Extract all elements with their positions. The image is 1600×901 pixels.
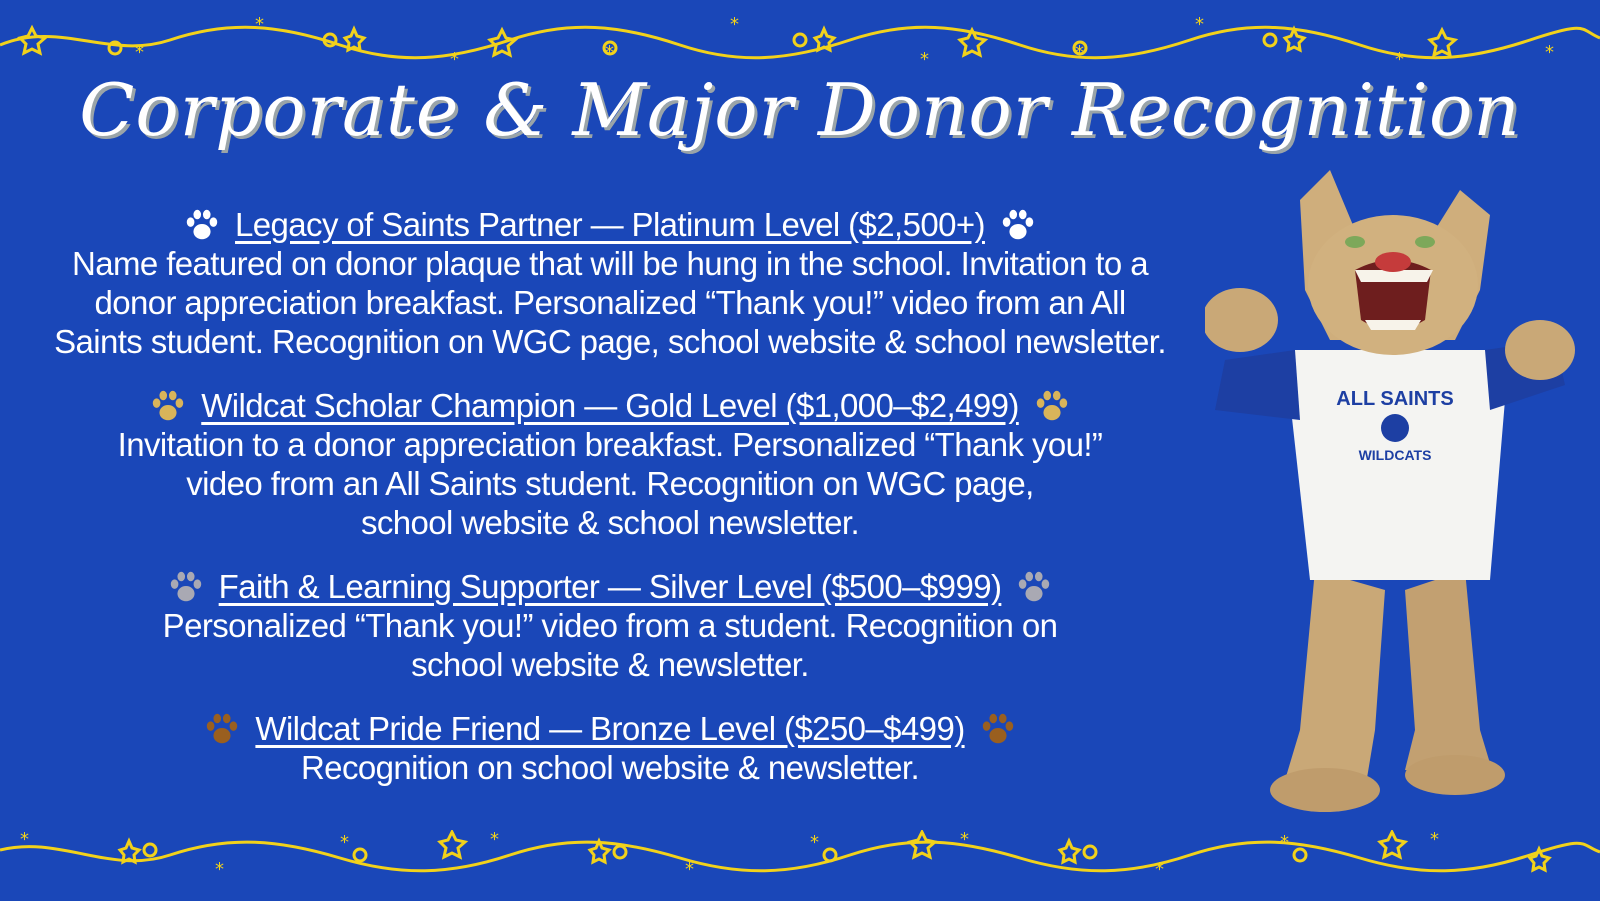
level-description: school website & newsletter.: [411, 646, 809, 683]
mascot-shirt-subtext: WILDCATS: [1358, 447, 1432, 463]
level-silver: [10, 567, 1210, 684]
level-platinum: [10, 205, 1210, 361]
svg-text:*: *: [1280, 832, 1289, 853]
level-title: Legacy of Saints Partner — Platinum Level ($2,500+): [235, 206, 985, 243]
level-description: school website & school newsletter.: [360, 504, 860, 541]
level-description: Recognition on school website & newsletter.: [300, 749, 920, 786]
platinum-paw-icon: [183, 206, 221, 244]
level-gold: [10, 386, 1210, 542]
silver-paw-icon: [167, 568, 205, 606]
level-description: Name featured on donor plaque that will be hung in the school. Invitation to a: [72, 245, 1148, 282]
gold-paw-icon: [149, 387, 187, 425]
level-description: Personalized “Thank you!” video from a student. Recognition on: [162, 607, 1058, 644]
silver-paw-icon: [1015, 568, 1053, 606]
svg-text:*: *: [1075, 42, 1084, 63]
donor-levels: [10, 205, 1210, 812]
svg-text:*: *: [215, 859, 224, 880]
svg-text:*: *: [20, 830, 29, 850]
gold-paw-icon: [1033, 387, 1071, 425]
level-description: Saints student. Recognition on WGC page, school website & school newsletter.: [54, 323, 1166, 360]
svg-text:*: *: [1430, 830, 1439, 850]
svg-text:*: *: [450, 49, 459, 70]
bronze-paw-icon: [203, 710, 241, 748]
svg-text:*: *: [1195, 14, 1204, 35]
svg-text:*: *: [960, 830, 969, 850]
bottom-star-border: [0, 830, 1600, 900]
svg-text:*: *: [1155, 859, 1164, 880]
level-description: donor appreciation breakfast. Personalized “Thank you!” video from an All: [94, 284, 1126, 321]
svg-text:*: *: [810, 832, 819, 853]
level-description: Invitation to a donor appreciation breakfast. Personalized “Thank you!”: [117, 426, 1103, 463]
svg-text:*: *: [135, 42, 144, 63]
level-description: video from an All Saints student. Recognition on WGC page,: [186, 465, 1034, 502]
svg-text:*: *: [730, 14, 739, 35]
bronze-paw-icon: [979, 710, 1017, 748]
svg-text:*: *: [685, 859, 694, 880]
mascot-shirt-text: ALL SAINTS: [1336, 388, 1454, 410]
svg-text:*: *: [605, 42, 614, 63]
svg-text:*: *: [920, 49, 929, 70]
svg-text:*: *: [1545, 42, 1554, 63]
wildcat-mascot-image: [1205, 170, 1575, 830]
svg-text:*: *: [1395, 49, 1404, 70]
level-title: Wildcat Scholar Champion — Gold Level ($1,000–$2,499): [201, 387, 1019, 424]
page-title: Corporate & Major Donor Recognition: [79, 68, 1521, 152]
level-bronze: [10, 709, 1210, 787]
platinum-paw-icon: [999, 206, 1037, 244]
level-title: Faith & Learning Supporter — Silver Level ($500–$999): [218, 568, 1002, 605]
level-title: Wildcat Pride Friend — Bronze Level ($250–$499): [255, 710, 965, 747]
svg-text:*: *: [255, 14, 264, 35]
svg-text:*: *: [490, 830, 499, 850]
svg-text:*: *: [340, 832, 349, 853]
